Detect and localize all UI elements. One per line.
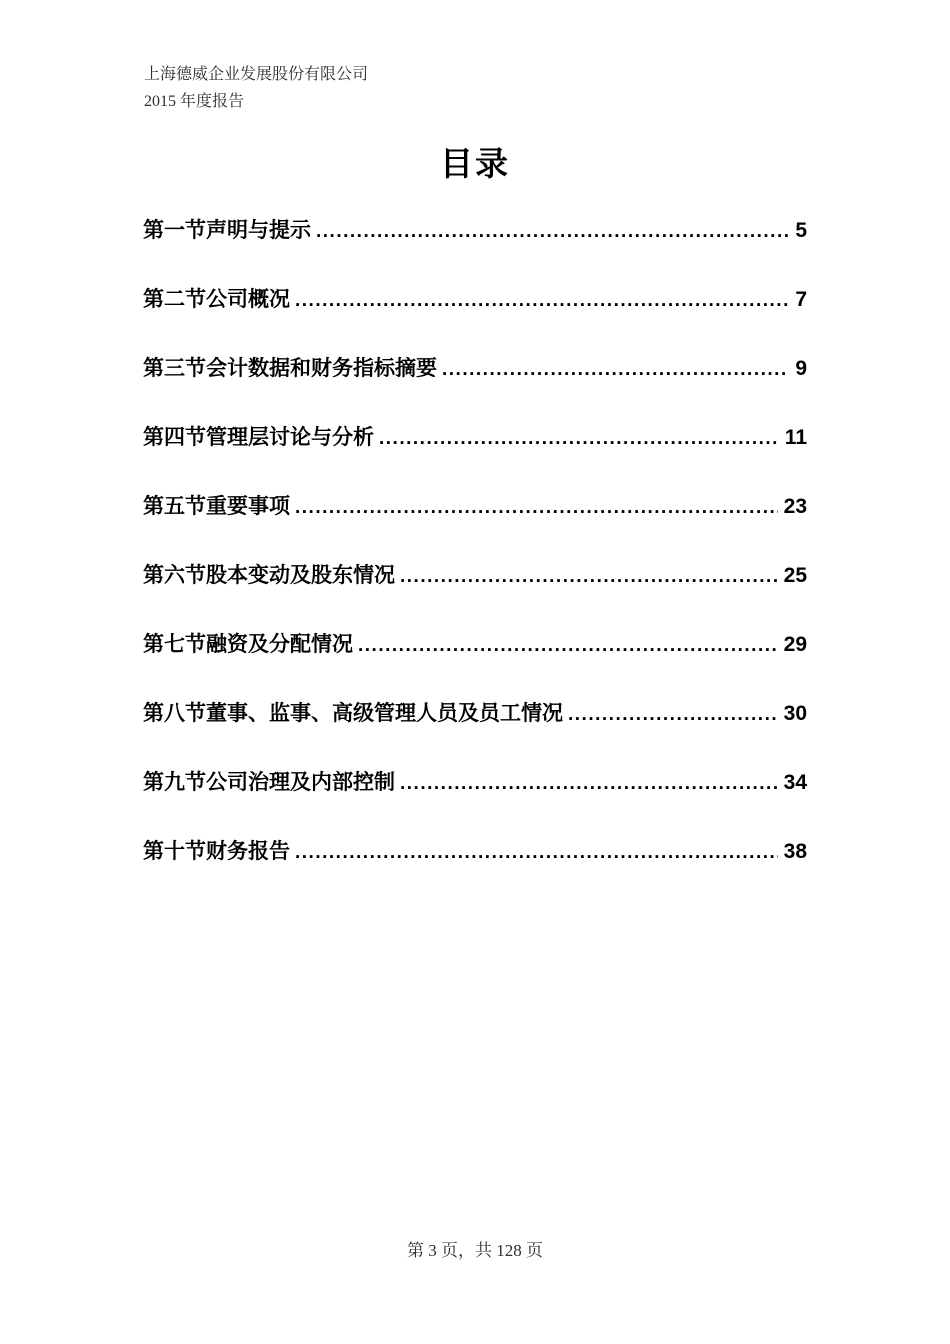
toc-entry-label: 第二节公司概况 — [143, 288, 290, 311]
toc-entry-page: 30 — [783, 702, 807, 725]
toc-dot-leader — [400, 771, 778, 795]
toc-entry-label: 第一节声明与提示 — [143, 219, 311, 242]
toc-entry-label: 第十节财务报告 — [143, 840, 290, 863]
toc-entry[interactable] — [143, 628, 807, 656]
toc-dot-leader — [568, 702, 778, 726]
toc-title: 目录 — [440, 145, 510, 182]
toc-entry-label: 第七节融资及分配情况 — [143, 633, 353, 656]
toc-entry[interactable] — [143, 697, 807, 725]
toc-entry-page: 29 — [783, 633, 807, 656]
toc-entry[interactable] — [143, 559, 807, 587]
page-number-footer: 第 3 页，共 128 页 — [407, 1241, 543, 1260]
toc-entry[interactable] — [143, 214, 807, 242]
toc-dot-leader — [295, 288, 789, 312]
toc-entry-label: 第四节管理层讨论与分析 — [143, 426, 374, 449]
toc-entry-label: 第八节董事、监事、高级管理人员及员工情况 — [143, 702, 563, 725]
table-of-contents — [143, 214, 807, 863]
toc-dot-leader — [358, 633, 778, 657]
toc-dot-leader — [295, 495, 778, 519]
page-header — [144, 61, 368, 115]
toc-entry[interactable] — [143, 490, 807, 518]
toc-dot-leader — [379, 426, 779, 450]
toc-entry-page: 11 — [784, 426, 807, 449]
toc-entry-page: 38 — [783, 840, 807, 863]
company-name: 上海德威企业发展股份有限公司 — [144, 66, 369, 83]
toc-entry-page: 5 — [795, 219, 807, 242]
toc-entry-page: 23 — [783, 495, 807, 518]
report-title: 2015 年度报告 — [144, 93, 245, 110]
toc-entry[interactable] — [143, 766, 807, 794]
toc-entry-label: 第三节会计数据和财务指标摘要 — [143, 357, 437, 380]
toc-dot-leader — [442, 357, 789, 381]
toc-entry[interactable] — [143, 283, 807, 311]
toc-entry-label: 第五节重要事项 — [143, 495, 290, 518]
toc-dot-leader — [400, 564, 778, 588]
toc-entry-label: 第九节公司治理及内部控制 — [143, 771, 395, 794]
toc-dot-leader — [316, 219, 789, 243]
toc-entry-page: 9 — [795, 357, 807, 380]
toc-entry-page: 34 — [783, 771, 807, 794]
toc-entry-page: 7 — [795, 288, 807, 311]
toc-entry-page: 25 — [783, 564, 807, 587]
toc-entry-label: 第六节股本变动及股东情况 — [143, 564, 395, 587]
toc-entry[interactable] — [143, 835, 807, 863]
toc-entry[interactable] — [143, 352, 807, 380]
toc-entry[interactable] — [143, 421, 807, 449]
toc-dot-leader — [295, 840, 778, 864]
